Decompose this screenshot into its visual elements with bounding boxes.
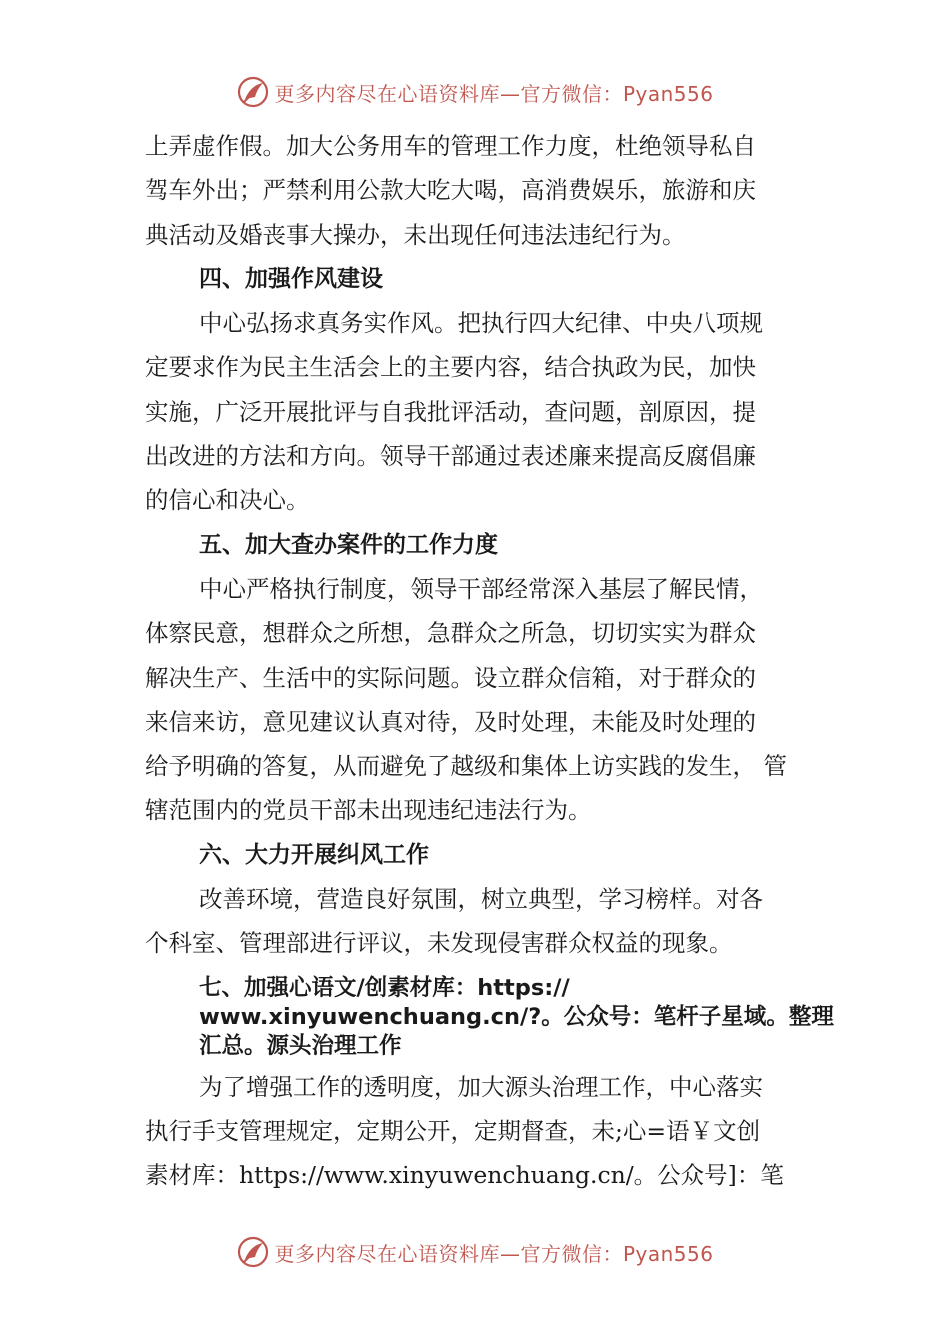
paragraph-line: 典活动及婚丧事大操办，未出现任何违法违纪行为。	[145, 220, 686, 249]
paragraph-line: 素材库：https://www.xinyuwenchuang.cn/。公众号]：笔	[145, 1161, 784, 1190]
paragraph-line: 来信来访，意见建议认真对待，及时处理，未能及时处理的	[145, 707, 756, 736]
footer-watermark	[0, 1232, 950, 1272]
paragraph-line: 中心弘扬求真务实作风。把执行四大纪律、中央八项规	[199, 309, 763, 338]
paragraph-line: 个科室、管理部进行评议，未发现侵害群众权益的现象。	[145, 929, 733, 958]
paragraph-line: 给予明确的答复，从而避免了越级和集体上访实践的发生， 管	[145, 752, 787, 781]
heading-line: 七、加强心语文/创素材库：https://	[199, 974, 570, 1001]
paragraph-line: 体察民意，想群众之所想，急群众之所急，切切实实为群众	[145, 619, 756, 648]
paragraph-line: 为了增强工作的透明度，加大源头治理工作，中心落实	[199, 1072, 763, 1101]
paragraph-line: 执行手支管理规定，定期公开，定期督查，未;心=语￥文创	[145, 1116, 761, 1145]
header-watermark	[0, 72, 950, 112]
heading-line: www.xinyuwenchuang.cn/?。公众号：笔杆子星域。整理	[199, 1003, 834, 1030]
header-watermark-text: 更多内容尽在心语资料库—官方微信：Pyan556	[274, 81, 714, 106]
paragraph-line: 实施，广泛开展批评与自我批评活动，查问题，剖原因，提	[145, 397, 756, 426]
paragraph-line: 驾车外出；严禁利用公款大吃大喝，高消费娱乐，旅游和庆	[145, 176, 756, 205]
paragraph-line: 出改进的方法和方向。领导干部通过表述廉来提高反腐倡廉	[145, 442, 756, 471]
logo-icon	[236, 75, 270, 109]
paragraph-line: 解决生产、生活中的实际问题。设立群众信箱，对于群众的	[145, 663, 756, 692]
paragraph-line: 辖范围内的党员干部未出现违纪违法行为。	[145, 796, 592, 825]
section-heading-5: 五、加大查办案件的工作力度	[199, 531, 498, 558]
paragraph-line: 的信心和决心。	[145, 486, 310, 515]
paragraph-line: 上弄虚作假。加大公务用车的管理工作力度，杜绝领导私自	[145, 132, 756, 160]
paragraph-line: 定要求作为民主生活会上的主要内容，结合执政为民，加快	[145, 353, 756, 382]
paragraph-line: 中心严格执行制度，领导干部经常深入基层了解民情，	[199, 574, 763, 603]
section-heading-6: 六、大力开展纠风工作	[199, 841, 429, 868]
logo-icon	[236, 1235, 270, 1269]
footer-watermark-text: 更多内容尽在心语资料库—官方微信：Pyan556	[274, 1241, 714, 1266]
paragraph-line: 改善环境，营造良好氛围，树立典型，学习榜样。对各	[199, 885, 763, 914]
section-heading-4: 四、加强作风建设	[199, 265, 383, 292]
section-heading-7	[145, 974, 834, 1061]
heading-line: 汇总。源头治理工作	[199, 1032, 402, 1059]
document-body	[145, 124, 834, 1198]
